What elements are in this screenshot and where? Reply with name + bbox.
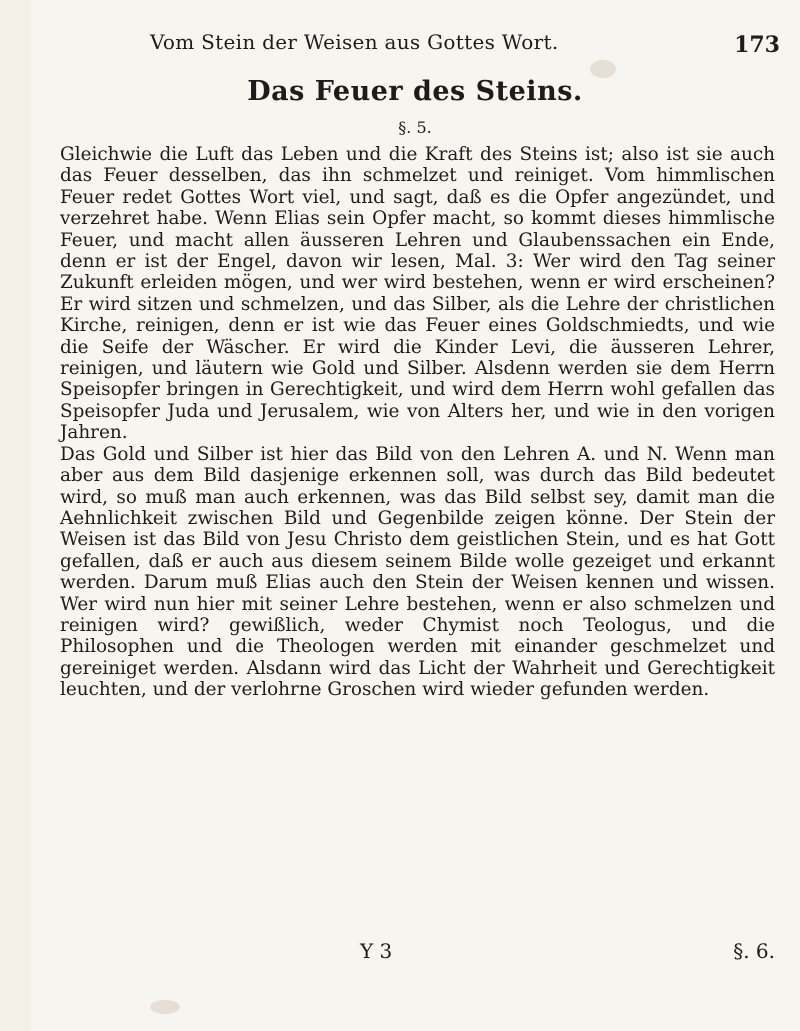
section-number: §. 5. [398, 118, 432, 137]
catchword: §. 6. [733, 939, 775, 963]
body-text [60, 144, 775, 701]
paper-stain [150, 1000, 180, 1014]
signature-mark: Y 3 [360, 939, 393, 963]
paragraph-2: Das Gold und Silber ist hier das Bild von den Lehren A. und N. Wenn man aber aus dem Bild dasjenige erkennen soll, was durch das Bild bedeutet wird, so muß man auch erkennen, was das Bild selbst sey, damit man die Aehnlichkeit zwischen Bild und Gegenbilde zeigen könne. Der Stein der Weisen ist das Bild von Jesu Christo dem geistlichen Stein, und es hat Gott gefallen, daß er auch aus diesem seinem Bilde wolle gezeiget und erkannt werden. Darum muß Elias auch den Stein der Weisen kennen und wissen. Wer wird nun hier mit seiner Lehre bestehen, wenn er also schmelzen und reinigen wird? gewißlich, weder Chymist noch Teologus, und die Philosophen und die Theologen werden mit einander geschmelzet und gereiniget werden. Alsdann wird das Licht der Wahrheit und Gerechtigkeit leuchten, und der verlohrne Groschen wird wieder gefunden werden. [60, 443, 775, 701]
page-number: 173 [734, 32, 780, 58]
section-heading: Das Feuer des Steins. [247, 76, 583, 107]
book-page [30, 0, 800, 1031]
page-footer [60, 939, 775, 975]
paragraph-1: Gleichwie die Luft das Leben und die Kraft des Steins ist; also ist sie auch das Feuer desselben, das ihn schmelzet und reiniget. Vom himmlischen Feuer redet Gottes Wort viel, und sagt, daß es die Opfer angezündet, und verzehret habe. Wenn Elias sein Opfer macht, so kommt dieses himmlische Feuer, und macht allen äusseren Lehren und Glaubenssachen ein Ende, denn er ist der Engel, davon wir lesen, Mal. 3: Wer wird den Tag seiner Zukunft erleiden mögen, und wer wird bestehen, wenn er wird erscheinen? Er wird sitzen und schmelzen, und das Silber, als die Lehre der christlichen Kirche, reinigen, denn er ist wie das Feuer eines Goldschmiedts, und wie die Seife der Wäscher. Er wird die Kinder Levi, die äusseren Lehrer, reinigen, und läutern wie Gold und Silber. Alsdenn werden sie dem Herrn Speisopfer bringen in Gerechtigkeit, und wird dem Herrn wohl gefallen das Speisopfer Juda und Jerusalem, wie von Alters her, und wie in den vorigen Jahren. [60, 144, 775, 444]
running-title: Vom Stein der Weisen aus Gottes Wort. [150, 30, 559, 54]
page-header [90, 26, 780, 66]
paper-stain [590, 60, 616, 78]
